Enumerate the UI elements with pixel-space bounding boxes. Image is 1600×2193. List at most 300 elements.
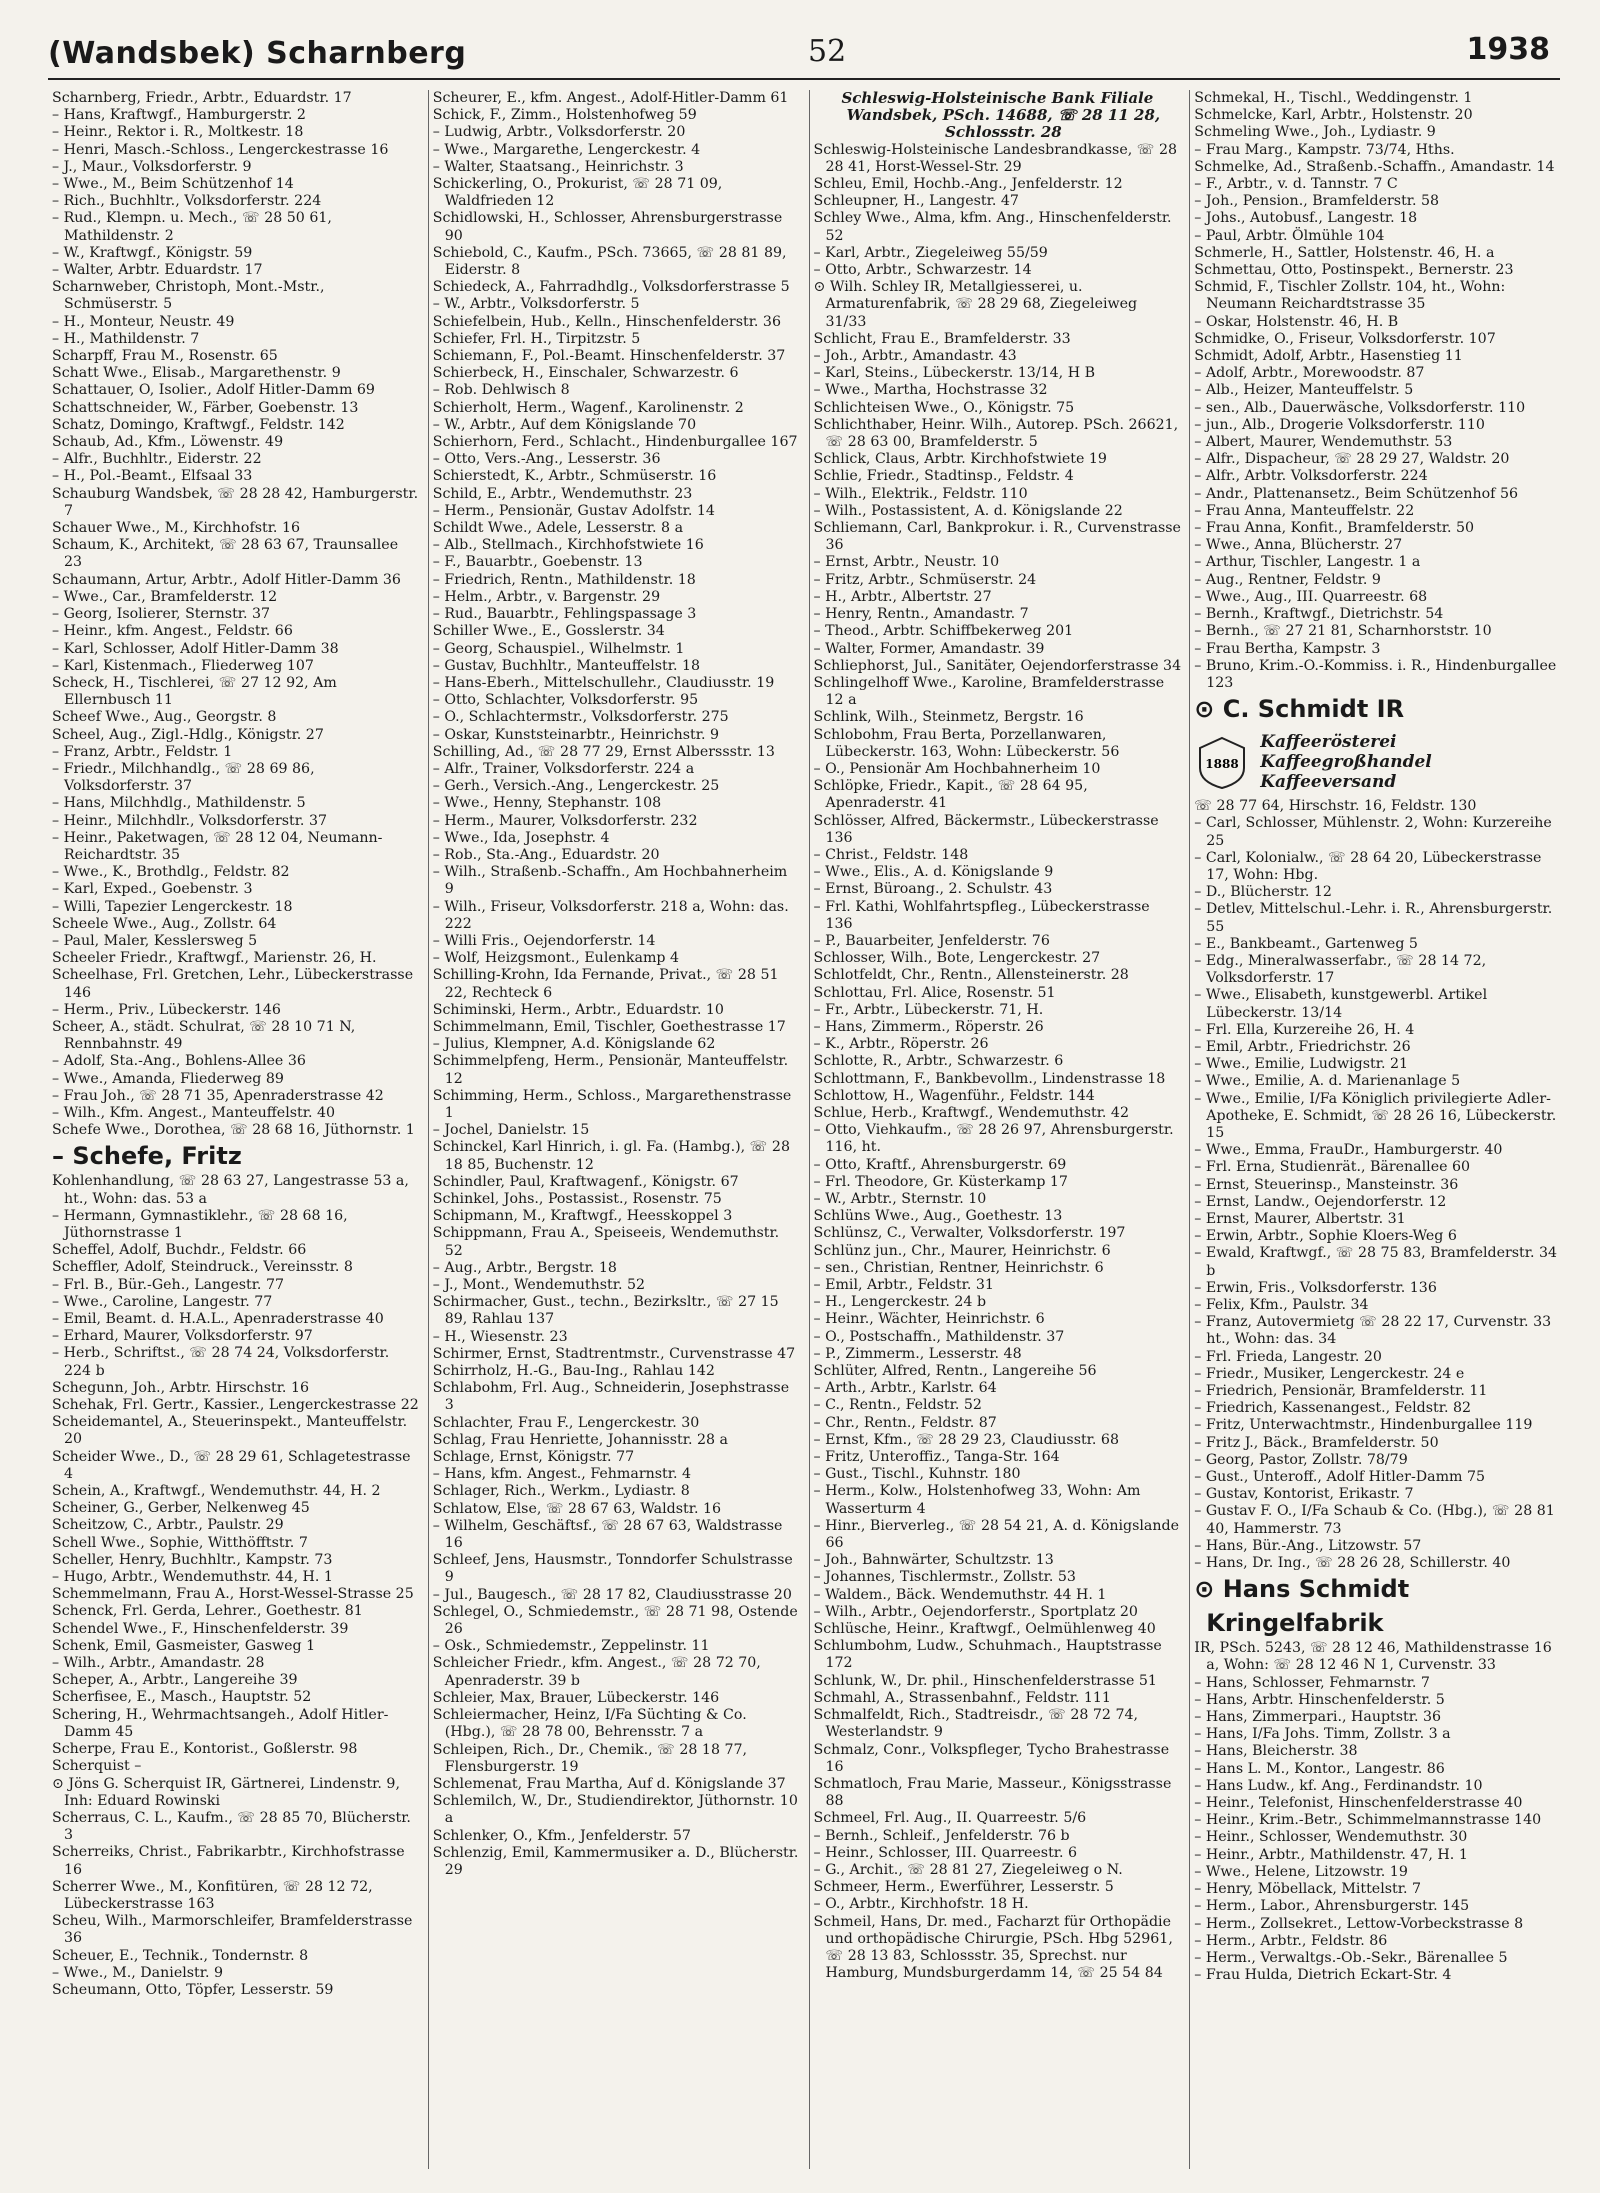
directory-entry: Schirrholz, H.-G., Bau-Ing., Rahlau 142: [432, 1363, 715, 1380]
directory-entry: Schleupner, H., Langestr. 47: [813, 193, 1019, 210]
directory-entry: Schegunn, Joh., Arbtr. Hirschstr. 16: [52, 1379, 309, 1396]
directory-entry: – Erwin, Fris., Volksdorferstr. 136: [1194, 1279, 1437, 1296]
directory-entry: – H., Monteur, Neustr. 49: [52, 313, 235, 330]
directory-entry: Scheffel, Adolf, Buchdr., Feldstr. 66: [52, 1242, 307, 1259]
directory-entry: – Hans, Milchhdlg., Mathildenstr. 5: [52, 795, 306, 812]
directory-entry: – Emil, Arbtr., Friedrichstr. 26: [1194, 1038, 1411, 1055]
directory-entry: – Emil, Arbtr., Feldstr. 31: [813, 1277, 994, 1294]
directory-entry: – J., Maur., Volksdorferstr. 9: [52, 158, 252, 175]
directory-entry: – Frau Hulda, Dietrich Eckart-Str. 4: [1194, 1967, 1452, 1984]
directory-entry: – H., Lengerckestr. 24 b: [813, 1294, 987, 1311]
directory-entry: Schlue, Herb., Kraftwgf., Wendemuthstr. 42: [813, 1104, 1129, 1121]
directory-entry: – Gust., Tischl., Kuhnstr. 180: [813, 1466, 1021, 1483]
directory-entry: – Frl. Erna, Studienrät., Bärenallee 60: [1194, 1159, 1471, 1176]
directory-entry: – Carl, Kolonialw., ☏ 28 64 20, Lübeckerstrasse 17, Wohn: Hbg.: [1194, 849, 1542, 883]
directory-entry: – O., Postschaffn., Mathildenstr. 37: [813, 1328, 1065, 1345]
directory-entry: Schattschneider, W., Färber, Goebenstr. 13: [52, 399, 359, 416]
directory-entry: Schleswig-Holsteinische Bank Filiale Wandsbek, PSch. 14688, ☏ 28 11 28, Schlossstr. 28: [841, 90, 1161, 142]
column-2: [428, 90, 801, 2169]
directory-entry: – W., Arbtr., Volksdorferstr. 5: [432, 296, 640, 313]
directory-entry: Schierstedt, K., Arbtr., Schmüserstr. 16: [432, 468, 717, 485]
directory-entry: Schlüter, Alfred, Rentn., Langereihe 56: [813, 1363, 1097, 1380]
directory-entry: Schinckel, Karl Hinrich, i. gl. Fa. (Hambg.), ☏ 28 18 85, Buchenstr. 12: [432, 1139, 790, 1173]
header-year: 1938: [1466, 32, 1550, 67]
directory-entry: – Karl, Arbtr., Ziegeleiweg 55/59: [813, 244, 1048, 261]
directory-entry: – Willi, Tapezier Lengerckestr. 18: [52, 898, 293, 915]
directory-entry: Schlachter, Frau F., Lengerckestr. 30: [432, 1414, 700, 1431]
directory-entry: – Frau Anna, Konfit., Bramfelderstr. 50: [1194, 520, 1475, 537]
directory-entry: – Frau Marg., Kampstr. 73/74, Hths.: [1194, 141, 1455, 158]
directory-entry: – Fritz, Arbtr., Schmüserstr. 24: [813, 571, 1037, 588]
directory-entry: Schlünsz, C., Verwalter, Volksdorferstr. 197: [813, 1225, 1126, 1242]
directory-entry: – G., Archit., ☏ 28 81 27, Ziegeleiweg o N.: [813, 1861, 1123, 1878]
directory-entry: – Heinr., Telefonist, Hinschenfelderstrasse 40: [1194, 1795, 1523, 1812]
directory-entry: – Heinr., kfm. Angest., Feldstr. 66: [52, 623, 293, 640]
directory-entry: Schauburg Wandsbek, ☏ 28 28 42, Hamburgerstr. 7: [52, 485, 419, 519]
directory-entry: – Christ., Feldstr. 148: [813, 846, 969, 863]
directory-entry: Schmeer, Herm., Ewerführer, Lesserstr. 5: [813, 1879, 1114, 1896]
directory-entry: – Rob. Dehlwisch 8: [432, 382, 570, 399]
directory-entry: Scheck, H., Tischlerei, ☏ 27 12 92, Am Ellernbusch 11: [52, 674, 337, 709]
directory-entry: – Rich., Buchhltr., Volksdorferstr. 224: [52, 193, 322, 210]
directory-entry: – Jul., Baugesch., ☏ 28 17 82, Claudiusstrasse 20: [432, 1586, 792, 1603]
directory-entry: – Heinr., Krim.-Betr., Schimmelmannstrasse 140: [1194, 1812, 1542, 1829]
logo-text: [1260, 732, 1431, 792]
directory-entry: – Alfr., Trainer, Volksdorferstr. 224 a: [432, 760, 695, 777]
directory-entry: Scherreiks, Christ., Fabrikarbtr., Kirchhofstrasse 16: [52, 1844, 405, 1878]
directory-entry: – K., Arbtr., Röperstr. 26: [813, 1036, 989, 1053]
directory-entry: – Heinr., Paketwagen, ☏ 28 12 04, Neumann-Reichardtstr. 35: [52, 829, 383, 863]
directory-entry: – Henry, Rentn., Amandastr. 7: [813, 606, 1029, 623]
directory-entry: – Aug., Arbtr., Bergstr. 18: [432, 1259, 617, 1276]
directory-entry: – Bruno, Krim.-O.-Kommiss. i. R., Hindenburgallee 123: [1194, 657, 1557, 691]
directory-entry: Schering, H., Wehrmachtsangeh., Adolf Hitler-Damm 45: [52, 1706, 389, 1740]
directory-entry: Scharpff, Frau M., Rosenstr. 65: [52, 348, 278, 365]
directory-entry: Schmidt, Adolf, Arbtr., Hasenstieg 11: [1194, 348, 1463, 365]
directory-entry: – Willi Fris., Oejendorferstr. 14: [432, 932, 656, 949]
page-header: [48, 22, 1560, 80]
directory-entry: – Ernst, Steuerinsp., Mansteinstr. 36: [1194, 1176, 1459, 1193]
directory-entry: – sen., Alb., Dauerwäsche, Volksdorferstr. 110: [1194, 399, 1526, 416]
directory-entry: – Edg., Mineralwasserfabr., ☏ 28 14 72, Volksdorferstr. 17: [1194, 952, 1487, 987]
directory-entry: – Bernh., Kraftwgf., Dietrichstr. 54: [1194, 606, 1444, 623]
directory-entry: – Wwe., Emilie, I/Fa Königlich privilegierte Adler-Apotheke, E. Schmidt, ☏ 28 26 16, Lübeckerstr. 15: [1194, 1090, 1557, 1141]
directory-entry: – Hans, Bleicherstr. 38: [1194, 1743, 1358, 1760]
directory-entry: Schlemilch, W., Dr., Studiendirektor, Jüthornstr. 10 a: [432, 1793, 798, 1827]
directory-entry: Scherfisee, E., Masch., Hauptstr. 52: [52, 1689, 312, 1706]
directory-entry: – Albert, Maurer, Wendemuthstr. 53: [1194, 434, 1453, 451]
directory-entry: – Ewald, Kraftwgf., ☏ 28 75 83, Bramfelderstr. 34 b: [1194, 1245, 1558, 1279]
directory-entry: – Walter, Arbtr. Eduardstr. 17: [52, 262, 263, 279]
directory-entry: – Osk., Schmiedemstr., Zeppelinstr. 11: [432, 1638, 710, 1655]
directory-columns: [52, 90, 1562, 2169]
directory-entry: – Wwe., M., Beim Schützenhof 14: [52, 176, 294, 193]
directory-entry: Schleipen, Rich., Dr., Chemik., ☏ 28 18 77, Flensburgerstr. 19: [432, 1741, 748, 1775]
directory-entry: – Friedrich, Kassenangest., Feldstr. 82: [1194, 1400, 1472, 1417]
directory-entry: – Andr., Plattenansetz., Beim Schützenhof 56: [1194, 485, 1518, 502]
directory-entry: IR, PSch. 5243, ☏ 28 12 46, Mathildenstrasse 16 a, Wohn: ☏ 28 12 46 N 1, Curvenstr. 33: [1194, 1640, 1552, 1674]
directory-entry: – Carl, Schlosser, Mühlenstr. 2, Wohn: Kurzereihe 25: [1194, 815, 1552, 849]
directory-entry: – Alb., Heizer, Manteuffelstr. 5: [1194, 382, 1414, 399]
directory-entry: – Hans, Kraftwgf., Hamburgerstr. 2: [52, 107, 306, 124]
directory-entry: Scherraus, C. L., Kaufm., ☏ 28 85 70, Blücherstr. 3: [52, 1809, 411, 1844]
directory-entry: Schlünz jun., Chr., Maurer, Heinrichstr. 6: [813, 1242, 1111, 1259]
directory-entry: – H., Pol.-Beamt., Elfsaal 33: [52, 468, 253, 485]
directory-entry: – Fritz, Unterwachtmstr., Hindenburgallee 119: [1194, 1417, 1533, 1434]
directory-entry: Schendel Wwe., F., Hinschenfelderstr. 39: [52, 1620, 349, 1637]
directory-entry: Schimming, Herm., Schloss., Margarethenstrasse 1: [432, 1087, 792, 1121]
directory-entry: – Gustav F. O., I/Fa Schaub & Co. (Hbg.), ☏ 28 81 40, Hammerstr. 73: [1194, 1503, 1555, 1537]
directory-entry: – Hans, Bür.-Ang., Litzowstr. 57: [1194, 1537, 1422, 1554]
directory-entry: Scheeler Friedr., Kraftwgf., Marienstr. 26, H.: [52, 950, 377, 967]
directory-entry: – Franz, Arbtr., Feldstr. 1: [52, 743, 233, 760]
directory-entry: – W., Kraftwgf., Königstr. 59: [52, 244, 253, 261]
directory-entry: ⊙ Wilh. Schley IR, Metallgiesserei, u. Armaturenfabrik, ☏ 28 29 68, Ziegeleiweg 31/33: [813, 279, 1138, 330]
directory-entry: Schatt Wwe., Elisab., Margarethenstr. 9: [52, 365, 341, 382]
directory-entry: – Wilh., Friseur, Volksdorferstr. 218 a, Wohn: das. 222: [432, 898, 789, 932]
directory-entry: Schimmelmann, Emil, Tischler, Goethestrasse 17: [432, 1018, 786, 1035]
directory-entry: Schmerle, H., Sattler, Holstenstr. 46, H. a: [1194, 244, 1495, 261]
directory-entry: Schlosser, Wilh., Bote, Lengerckestr. 27: [813, 950, 1101, 967]
directory-entry: Schleef, Jens, Hausmstr., Tonndorfer Schulstrasse 9: [432, 1552, 793, 1586]
directory-entry: – Hans, Arbtr. Hinschenfelderstr. 5: [1194, 1691, 1445, 1708]
directory-entry: Schlemenat, Frau Martha, Auf d. Königslande 37: [432, 1775, 786, 1792]
directory-entry: – Hans, kfm. Angest., Fehmarnstr. 4: [432, 1466, 691, 1483]
directory-entry: – Ernst, Maurer, Albertstr. 31: [1194, 1210, 1406, 1227]
directory-entry: – Ernst, Büroang., 2. Schulstr. 43: [813, 881, 1053, 898]
directory-entry: Scheel, Aug., Zigl.-Hdlg., Königstr. 27: [52, 726, 324, 743]
directory-entry: – Friedr., Milchhandlg., ☏ 28 69 86, Volksdorferstr. 37: [52, 760, 315, 795]
directory-entry: – Wilh., Arbtr., Oejendorferstr., Sportplatz 20: [813, 1603, 1138, 1620]
directory-entry: – Johannes, Tischlermstr., Zollstr. 53: [813, 1569, 1076, 1586]
directory-entry: – Heinr., Schlosser, III. Quarreestr. 6: [813, 1844, 1078, 1861]
column-1: [52, 90, 420, 2169]
logo-year: 1888: [1205, 757, 1239, 772]
directory-entry: – Wwe., Emilie, Ludwigstr. 21: [1194, 1056, 1409, 1073]
directory-entry: Schlottow, H., Wagenführ., Feldstr. 144: [813, 1087, 1095, 1104]
directory-entry: – O., Pensionär Am Hochbahnerheim 10: [813, 760, 1101, 777]
directory-entry: – Herm., Arbtr., Feldstr. 86: [1194, 1932, 1388, 1949]
directory-entry: – Frl. Theodore, Gr. Küsterkamp 17: [813, 1173, 1068, 1190]
directory-entry: Schatz, Domingo, Kraftwgf., Feldstr. 142: [52, 416, 345, 433]
directory-entry: – Otto, Kraftf., Ahrensburgerstr. 69: [813, 1156, 1067, 1173]
directory-entry: – Adolf, Sta.-Ang., Bohlens-Allee 36: [52, 1053, 306, 1070]
directory-entry: – Julius, Klempner, A.d. Königslande 62: [432, 1036, 716, 1053]
directory-entry: – O., Arbtr., Kirchhofstr. 18 H.: [813, 1896, 1029, 1913]
directory-entry: – J., Mont., Wendemuthstr. 52: [432, 1277, 646, 1294]
directory-entry: – Frau Joh., ☏ 28 71 35, Apenraderstrasse 42: [52, 1087, 384, 1104]
directory-entry: – Friedrich, Rentn., Mathildenstr. 18: [432, 571, 696, 588]
directory-entry: Schmeel, Frl. Aug., II. Quarreestr. 5/6: [813, 1810, 1087, 1827]
directory-entry: – H., Mathildenstr. 7: [52, 330, 200, 347]
directory-entry: Schlie, Friedr., Stadtinsp., Feldstr. 4: [813, 468, 1074, 485]
directory-entry: – Alfr., Arbtr. Volksdorferstr. 224: [1194, 468, 1428, 485]
directory-entry: – Herm., Pensionär, Gustav Adolfstr. 14: [432, 502, 715, 519]
directory-entry: – Walter, Former, Amandastr. 39: [813, 640, 1045, 657]
directory-entry: – Oskar, Holstenstr. 46, H. B: [1194, 313, 1399, 330]
directory-entry: – Hans-Eberh., Mittelschullehr., Claudiusstr. 19: [432, 674, 775, 691]
directory-entry: Schlösser, Alfred, Bäckermstr., Lübeckerstrasse 136: [813, 812, 1159, 846]
directory-entry: – Hans, Zimmerpari., Hauptstr. 36: [1194, 1709, 1442, 1726]
directory-entry: Scheu, Wilh., Marmorschleifer, Bramfelderstrasse 36: [52, 1913, 413, 1947]
directory-entry: Schaub, Ad., Kfm., Löwenstr. 49: [52, 434, 284, 451]
directory-entry: – Frau Bertha, Kampstr. 3: [1194, 640, 1381, 657]
directory-entry: Scheitzow, C., Arbtr., Paulstr. 29: [52, 1517, 284, 1534]
directory-entry: Schlag, Frau Henriette, Johannisstr. 28 a: [432, 1431, 728, 1448]
directory-entry: – Schefe, Fritz: [52, 1142, 242, 1171]
directory-entry: – Karl, Kistenmach., Fliederweg 107: [52, 657, 314, 674]
directory-entry: – Heinr., Rektor i. R., Moltkestr. 18: [52, 124, 304, 141]
directory-entry: – Rob., Sta.-Ang., Eduardstr. 20: [432, 846, 660, 863]
directory-entry: – Hugo, Arbtr., Wendemuthstr. 44, H. 1: [52, 1569, 333, 1586]
directory-entry: – Wilh., Arbtr., Amandastr. 28: [52, 1655, 265, 1672]
directory-entry: – Henri, Masch.-Schloss., Lengerckestrasse 16: [52, 141, 389, 158]
directory-entry: Scheer, A., städt. Schulrat, ☏ 28 10 71 N, Rennbahnstr. 49: [52, 1018, 356, 1053]
directory-entry: – Ernst, Kfm., ☏ 28 29 23, Claudiusstr. 68: [813, 1431, 1119, 1448]
directory-entry: – Alfr., Dispacheur, ☏ 28 29 27, Waldstr. 20: [1194, 451, 1510, 468]
directory-entry: Schlager, Rich., Werkm., Lydiastr. 8: [432, 1483, 690, 1500]
directory-entry: Kohlenhandlung, ☏ 28 63 27, Langestrasse 53 a, ht., Wohn: das. 53 a: [52, 1173, 409, 1207]
directory-entry: – Heinr., Wächter, Heinrichstr. 6: [813, 1311, 1045, 1328]
directory-entry: Schlink, Wilh., Steinmetz, Bergstr. 16: [813, 709, 1084, 726]
directory-entry: Schirmer, Ernst, Stadtrentmstr., Curvenstrasse 47: [432, 1345, 796, 1362]
directory-entry: – Felix, Kfm., Paulstr. 34: [1194, 1297, 1369, 1313]
directory-entry: – Heinr., Arbtr., Mathildenstr. 47, H. 1: [1194, 1846, 1468, 1863]
directory-entry: Schlumbohm, Ludw., Schuhmach., Hauptstrasse 172: [813, 1638, 1162, 1672]
directory-entry: Schlatow, Else, ☏ 28 67 63, Waldstr. 16: [432, 1500, 722, 1517]
directory-entry: Schmeling Wwe., Joh., Lydiastr. 9: [1194, 124, 1436, 141]
directory-entry: Scharnweber, Christoph, Mont.-Mstr., Schmüserstr. 5: [52, 279, 325, 313]
directory-entry: Schindler, Paul, Kraftwagenf., Königstr. 67: [432, 1173, 739, 1190]
directory-entry: Scheider Wwe., D., ☏ 28 29 61, Schlagetestrasse 4: [52, 1448, 411, 1482]
directory-entry: – Johs., Autobusf., Langestr. 18: [1194, 210, 1418, 227]
directory-entry: – Georg, Schauspiel., Wilhelmstr. 1: [432, 640, 685, 657]
directory-entry: Schlüns Wwe., Aug., Goethestr. 13: [813, 1208, 1063, 1225]
directory-entry: – Karl, Exped., Goebenstr. 3: [52, 881, 253, 898]
directory-entry: ⊙ Jöns G. Scherquist IR, Gärtnerei, Lindenstr. 9, Inh: Eduard Rowinski: [52, 1775, 400, 1809]
directory-entry: Schlabohm, Frl. Aug., Schneiderin, Josephstrasse 3: [432, 1380, 790, 1414]
directory-entry: Schilling-Krohn, Ida Fernande, Privat., ☏ 28 51 22, Rechteck 6: [432, 967, 779, 1001]
directory-entry: – Adolf, Arbtr., Morewoodstr. 87: [1194, 365, 1425, 382]
column-3: [809, 90, 1182, 2169]
directory-entry: – Hans Ludw., kf. Ang., Ferdinandstr. 10: [1194, 1777, 1483, 1794]
directory-entry: Schmalfeldt, Rich., Stadtreisdr., ☏ 28 72 74, Westerlandstr. 9: [813, 1707, 1139, 1741]
directory-entry: – Wwe., Caroline, Langestr. 77: [52, 1293, 273, 1310]
directory-entry: Schildt Wwe., Adele, Lesserstr. 8 a: [432, 520, 684, 537]
directory-entry: – Wwe., Emilie, A. d. Marienanlage 5: [1194, 1073, 1461, 1090]
directory-entry: Schlichthaber, Heinr. Wilh., Autorep. PSch. 26621, ☏ 28 63 00, Bramfelderstr. 5: [813, 416, 1179, 451]
directory-entry: Schlenker, O., Kfm., Jenfelderstr. 57: [432, 1827, 691, 1844]
directory-entry: – Wwe., K., Brothdlg., Feldstr. 82: [52, 864, 290, 881]
directory-entry: Schiminski, Herm., Arbtr., Eduardstr. 10: [432, 1001, 724, 1018]
directory-entry: Schefe Wwe., Dorothea, ☏ 28 68 16, Jüthornstr. 1: [52, 1122, 415, 1139]
directory-entry: – Frl. Frieda, Langestr. 20: [1194, 1348, 1382, 1365]
directory-entry: Schmidke, O., Friseur, Volksdorferstr. 107: [1194, 330, 1496, 347]
crest-icon: [1194, 734, 1250, 790]
directory-entry: Scheper, A., Arbtr., Langereihe 39: [52, 1672, 298, 1689]
directory-entry: – Hans, Zimmerm., Röperstr. 26: [813, 1018, 1044, 1035]
directory-entry: – jun., Alb., Drogerie Volksdorferstr. 110: [1194, 416, 1485, 433]
directory-entry: Schlick, Claus, Arbtr. Kirchhofstwiete 19: [813, 451, 1107, 468]
directory-entry: – F., Bauarbtr., Goebenstr. 13: [432, 554, 643, 571]
directory-entry: ⊙ Hans Schmidt Kringelfabrik: [1194, 1575, 1410, 1638]
directory-entry: – Heinr., Schlosser, Wendemuthstr. 30: [1194, 1829, 1468, 1846]
directory-entry: Schirmacher, Gust., techn., Bezirksltr., ☏ 27 15 89, Rahlau 137: [432, 1294, 779, 1328]
directory-entry: – Wwe., Helene, Litzowstr. 19: [1194, 1863, 1408, 1880]
directory-entry: – Gustav, Buchhltr., Manteuffelstr. 18: [432, 657, 701, 674]
directory-entry: – Gust., Unteroff., Adolf Hitler-Damm 75: [1194, 1469, 1486, 1486]
directory-entry: Schemmelmann, Frau A., Horst-Wessel-Strasse 25: [52, 1586, 414, 1603]
directory-entry: Schlenzig, Emil, Kammermusiker a. D., Blücherstr. 29: [432, 1844, 799, 1878]
directory-entry: – Otto, Vers.-Ang., Lesserstr. 36: [432, 451, 661, 468]
directory-entry: – Friedrich, Pensionär, Bramfelderstr. 11: [1194, 1383, 1488, 1400]
directory-entry: – H., Wiesenstr. 23: [432, 1328, 568, 1345]
directory-entry: Schleu, Emil, Hochb.-Ang., Jenfelderstr. 12: [813, 176, 1123, 193]
directory-entry: – D., Blücherstr. 12: [1194, 884, 1332, 901]
directory-entry: – Otto, Viehkaufm., ☏ 28 26 97, Ahrensburgerstr. 116, ht.: [813, 1122, 1174, 1156]
directory-entry: – Otto, Schlachter, Volksdorferstr. 95: [432, 692, 699, 709]
directory-entry: – Otto, Arbtr., Schwarzestr. 14: [813, 262, 1032, 279]
directory-entry: – Joh., Pension., Bramfelderstr. 58: [1194, 193, 1440, 210]
directory-entry: Schmelcke, Karl, Arbtr., Holstenstr. 20: [1194, 107, 1473, 124]
directory-entry: Schiller Wwe., E., Gosslerstr. 34: [432, 623, 665, 640]
directory-entry: – Wwe., Martha, Hochstrasse 32: [813, 382, 1048, 399]
directory-entry: Schipmann, M., Kraftwgf., Heesskoppel 3: [432, 1208, 733, 1225]
directory-entry: Scherrer Wwe., M., Konfitüren, ☏ 28 12 72, Lübeckerstrasse 163: [52, 1878, 373, 1912]
directory-entry: Schlüsche, Heinr., Kraftwgf., Oelmühlenweg 40: [813, 1621, 1156, 1638]
directory-entry: Schmeil, Hans, Dr. med., Facharzt für Orthopädie und orthopädische Chirurgie, PSch. Hbg 52961, ☏ 28 13 83, Schlossstr. 35, Sprechst. nur Hamburg, Mundsburgerdamm 14, ☏ 25 54 84: [813, 1913, 1173, 1982]
directory-entry: Scheidemantel, A., Steuerinspekt., Manteuffelstr. 20: [52, 1414, 408, 1448]
directory-entry: – Wwe., Ida, Josephstr. 4: [432, 829, 610, 846]
directory-entry: – Aug., Rentner, Feldstr. 9: [1194, 571, 1381, 588]
directory-entry: – Wwe., Henny, Stephanstr. 108: [432, 795, 662, 812]
directory-entry: Schilling, Ad., ☏ 28 77 29, Ernst Alberssstr. 13: [432, 743, 775, 760]
directory-entry: – Herm., Labor., Ahrensburgerstr. 145: [1194, 1898, 1470, 1915]
directory-entry: – Hermann, Gymnastiklehr., ☏ 28 68 16, Jüthornstrasse 1: [52, 1207, 348, 1241]
directory-entry: Schmid, F., Tischler Zollstr. 104, ht., Wohn: Neumann Reichardtstrasse 35: [1194, 279, 1506, 313]
directory-entry: – P., Bauarbeiter, Jenfelderstr. 76: [813, 932, 1050, 949]
directory-entry: Schlunk, W., Dr. phil., Hinschenfelderstrasse 51: [813, 1672, 1157, 1689]
directory-entry: – Henry, Möbellack, Mittelstr. 7: [1194, 1881, 1421, 1898]
directory-entry: – Frl. Ella, Kurzereihe 26, H. 4: [1194, 1021, 1415, 1038]
directory-entry: Schleswig-Holsteinische Landesbrandkasse, ☏ 28 28 41, Horst-Wessel-Str. 29: [813, 141, 1178, 175]
directory-entry: – Karl, Steins., Lübeckerstr. 13/14, H B: [813, 365, 1095, 382]
directory-entry: Schmettau, Otto, Postinspekt., Bernerstr. 23: [1194, 262, 1514, 279]
directory-entry: Schattauer, O, Isolier., Adolf Hitler-Damm 69: [52, 382, 375, 399]
directory-entry: – Hans L. M., Kontor., Langestr. 86: [1194, 1760, 1445, 1777]
directory-entry: Scheef Wwe., Aug., Georgstr. 8: [52, 709, 277, 726]
directory-entry: Schinkel, Johs., Postassist., Rosenstr. 75: [432, 1191, 722, 1207]
directory-entry: – Georg, Isolierer, Sternstr. 37: [52, 606, 271, 623]
directory-entry: Schlage, Ernst, Königstr. 77: [432, 1449, 635, 1466]
directory-entry: – O., Schlachtermstr., Volksdorferstr. 275: [432, 709, 729, 726]
directory-entry: Schlingelhoff Wwe., Karoline, Bramfelderstrasse 12 a: [813, 674, 1165, 709]
directory-entry: Schiefer, Frl. H., Tirpitzstr. 5: [432, 330, 641, 347]
directory-entry: Schleiermacher, Heinz, I/Fa Süchting & Co. (Hbg.), ☏ 28 78 00, Behrensstr. 7 a: [432, 1707, 747, 1741]
directory-entry: Schliemann, Carl, Bankprokur. i. R., Curvenstrasse 36: [813, 520, 1181, 554]
directory-entry: – Alfr., Buchhltr., Eiderstr. 22: [52, 451, 262, 468]
directory-entry: Schick, F., Zimm., Holstenhofweg 59: [432, 107, 697, 124]
directory-entry: – Fr., Arbtr., Lübeckerstr. 71, H.: [813, 1001, 1044, 1018]
directory-entry: Scheurer, E., kfm. Angest., Adolf-Hitler-Damm 61: [432, 90, 789, 106]
directory-entry: Schlöpke, Friedr., Kapit., ☏ 28 64 95, Apenraderstr. 41: [813, 778, 1088, 812]
directory-entry: – Wwe., Elis., A. d. Königslande 9: [813, 864, 1054, 881]
directory-entry: Schierholt, Herm., Wagenf., Karolinenstr. 2: [432, 399, 744, 416]
directory-entry: Schmahl, A., Strassenbahnf., Feldstr. 111: [813, 1689, 1111, 1706]
directory-entry: – Emil, Beamt. d. H.A.L., Apenraderstrasse 40: [52, 1311, 384, 1328]
directory-entry: – Hinr., Bierverleg., ☏ 28 54 21, A. d. Königslande 66: [813, 1517, 1180, 1552]
directory-entry: Schidlowski, H., Schlosser, Ahrensburgerstrasse 90: [432, 210, 783, 244]
directory-entry: – Helm., Arbtr., v. Bargenstr. 29: [432, 588, 661, 605]
directory-entry: – Bernh., ☏ 27 21 81, Scharnhorststr. 10: [1194, 623, 1492, 640]
directory-entry: Schmelke, Ad., Straßenb.-Schaffn., Amandastr. 14: [1194, 158, 1555, 175]
directory-entry: Schierbeck, H., Einschaler, Schwarzestr. 6: [432, 365, 739, 382]
directory-entry: Schickerling, O., Prokurist, ☏ 28 71 09, Waldfrieden 12: [432, 176, 723, 210]
directory-entry: – Wwe., Anna, Blücherstr. 27: [1194, 537, 1403, 554]
directory-entry: – Gerh., Versich.-Ang., Lengerckestr. 25: [432, 778, 720, 795]
directory-entry: – Georg, Pastor, Zollstr. 78/79: [1194, 1451, 1408, 1468]
directory-entry: Schaum, K., Architekt, ☏ 28 63 67, Traunsallee 23: [52, 537, 399, 571]
directory-entry: – Herm., Kolw., Holstenhofweg 33, Wohn: Am Wasserturm 4: [813, 1483, 1141, 1517]
directory-entry: – Waldem., Bäck. Wendemuthstr. 44 H. 1: [813, 1586, 1107, 1603]
directory-entry: – Wilh., Kfm. Angest., Manteuffelstr. 40: [52, 1104, 336, 1121]
directory-entry: Schippmann, Frau A., Speiseeis, Wendemuthstr. 52: [432, 1225, 780, 1259]
directory-entry: – Ernst, Arbtr., Neustr. 10: [813, 554, 1000, 571]
directory-entry: Schiemann, F., Pol.-Beamt. Hinschenfelderstr. 37: [432, 348, 786, 365]
directory-entry: Schlichteisen Wwe., O., Königstr. 75: [813, 399, 1075, 416]
directory-entry: Schlicht, Frau E., Bramfelderstr. 33: [813, 330, 1071, 347]
directory-entry: Schliephorst, Jul., Sanitäter, Oejendorferstrasse 34: [813, 657, 1182, 674]
directory-entry: Scherquist –: [52, 1758, 142, 1775]
directory-entry: – Frl. Kathi, Wohlfahrtspfleg., Lübeckerstrasse 136: [813, 898, 1150, 932]
directory-entry: – Gustav, Kontorist, Erikastr. 7: [1194, 1486, 1414, 1503]
directory-entry: – Oskar, Kunststeinarbtr., Heinrichstr. 9: [432, 726, 720, 743]
directory-entry: Schiebold, C., Kaufm., PSch. 73665, ☏ 28 81 89, Eiderstr. 8: [432, 244, 787, 279]
directory-entry: – Fritz J., Bäck., Bramfelderstr. 50: [1194, 1434, 1439, 1451]
directory-entry: – Heinr., Milchhdlr., Volksdorferstr. 37: [52, 812, 328, 829]
directory-entry: Scheelhase, Frl. Gretchen, Lehr., Lübeckerstrasse 146: [52, 967, 414, 1001]
page-number: 52: [808, 34, 847, 69]
directory-entry: – Hans, Dr. Ing., ☏ 28 26 28, Schillerstr. 40: [1194, 1555, 1511, 1572]
directory-entry: Schein, A., Kraftwgf., Wendemuthstr. 44, H. 2: [52, 1483, 381, 1500]
directory-entry: – Wwe., M., Danielstr. 9: [52, 1964, 224, 1981]
directory-entry: Scheumann, Otto, Töpfer, Lesserstr. 59: [52, 1981, 334, 1998]
directory-entry: – Jochel, Danielstr. 15: [432, 1122, 590, 1139]
directory-entry: – Herm., Maurer, Volksdorferstr. 232: [432, 812, 698, 829]
column-4: [1189, 90, 1562, 2169]
directory-entry: Schmatloch, Frau Marie, Masseur., Königsstrasse 88: [813, 1775, 1172, 1810]
directory-entry: – Wolf, Heizgsmont., Eulenkamp 4: [432, 950, 680, 967]
directory-entry: – Friedr., Musiker, Lengerckestr. 24 e: [1194, 1365, 1465, 1382]
directory-entry: – Wwe., Amanda, Fliederweg 89: [52, 1070, 284, 1087]
directory-entry: – F., Arbtr., v. d. Tannstr. 7 C: [1194, 176, 1398, 193]
directory-entry: – Hans, I/Fa Johs. Timm, Zollstr. 3 a: [1194, 1726, 1451, 1743]
directory-entry: Schenk, Emil, Gasmeister, Gasweg 1: [52, 1637, 316, 1654]
directory-entry: Schimmelpfeng, Herm., Pensionär, Manteuffelstr. 12: [432, 1053, 789, 1087]
directory-entry: – Erwin, Arbtr., Sophie Kloers-Weg 6: [1194, 1228, 1457, 1245]
directory-entry: – Franz, Autovermietg ☏ 28 22 17, Curvenstr. 33 ht., Wohn: das. 34: [1194, 1314, 1552, 1348]
directory-entry: – Wilh., Straßenb.-Schaffn., Am Hochbahnerheim 9: [432, 864, 788, 898]
coffee-logo: [1194, 732, 1562, 792]
directory-entry: – Wwe., Emma, FrauDr., Hamburgerstr. 40: [1194, 1142, 1503, 1159]
directory-entry: Schlottau, Frl. Alice, Rosenstr. 51: [813, 984, 1056, 1001]
directory-entry: – Alb., Stellmach., Kirchhofstwiete 16: [432, 537, 704, 554]
directory-entry: – H., Arbtr., Albertstr. 27: [813, 588, 992, 605]
directory-entry: – E., Bankbeamt., Gartenweg 5: [1194, 935, 1418, 952]
directory-entry: – Rud., Bauarbtr., Fehlingspassage 3: [432, 606, 697, 623]
directory-entry: Schehak, Frl. Gertr., Kassier., Lengerckestrasse 22: [52, 1397, 419, 1414]
directory-entry: – Wilh., Elektrik., Feldstr. 110: [813, 485, 1028, 502]
